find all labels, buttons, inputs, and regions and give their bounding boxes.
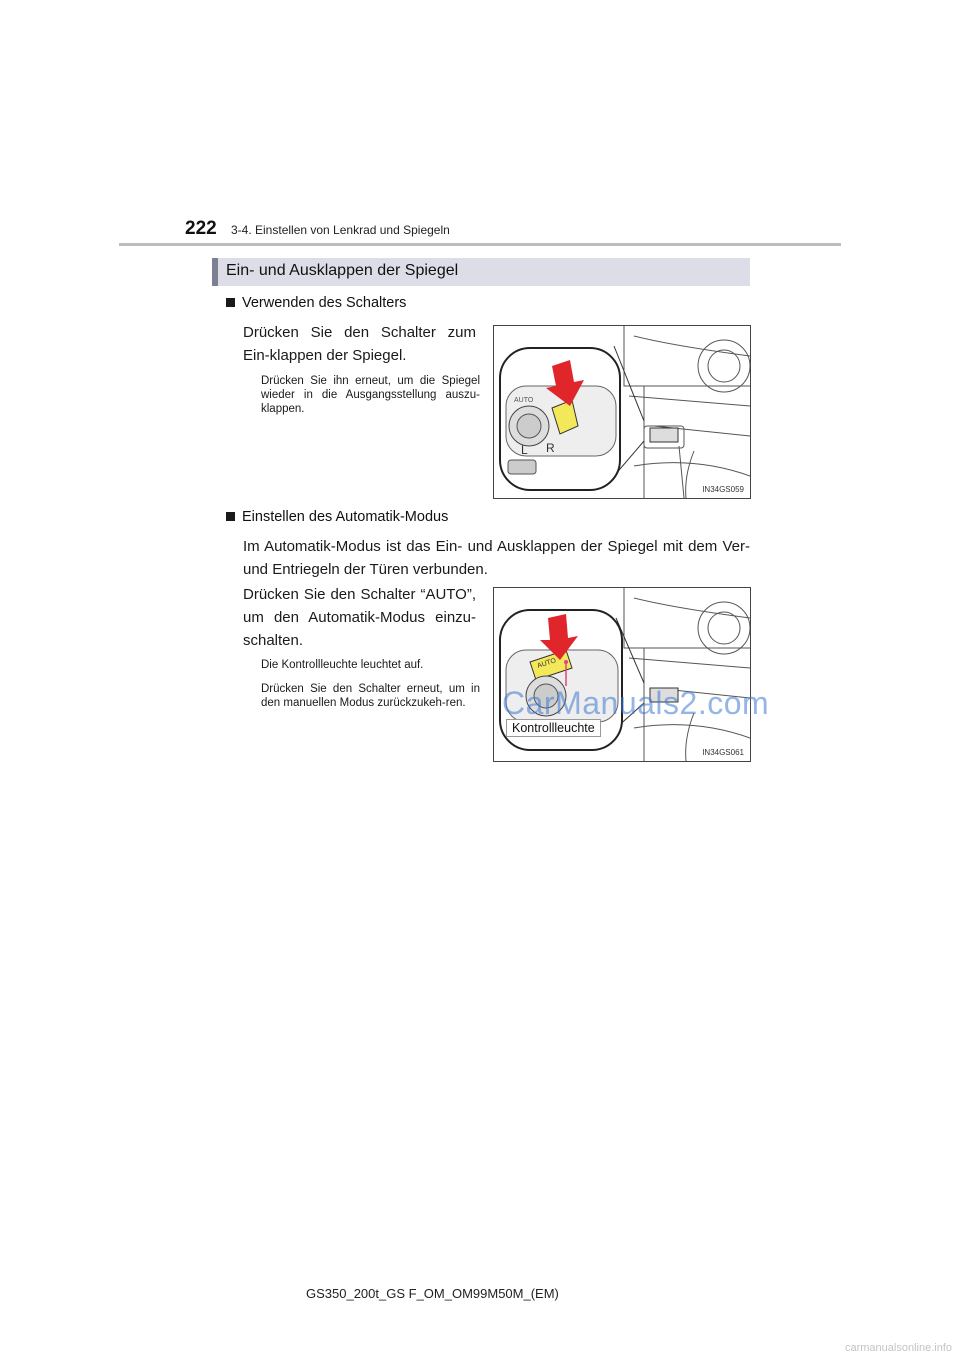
- figure-auto-switch: [493, 587, 751, 762]
- chapter-title: 3-4. Einstellen von Lenkrad und Spiegeln: [231, 223, 450, 237]
- subheading-switch-use: [226, 295, 406, 311]
- subheading-switch-use-label: Verwenden des Schalters: [242, 295, 407, 311]
- auto-mode-note-1: Die Kontrollleuchte leuchtet auf.: [261, 659, 424, 671]
- callout-indicator-light: Kontrollleuchte: [506, 719, 601, 737]
- footer-model-code: GS350_200t_GS F_OM_OM99M50M_(EM): [306, 1286, 559, 1301]
- section-title: Ein- und Ausklappen der Spiegel: [226, 262, 459, 279]
- square-bullet-icon: [226, 512, 235, 521]
- square-bullet-icon: [226, 298, 235, 307]
- carmanuals-watermark: CarManuals2.com: [502, 685, 770, 721]
- switch-use-text: Drücken Sie den Schalter zum Ein-klappen der Spiegel.: [243, 324, 476, 364]
- figure-code: IN34GS059: [702, 485, 744, 494]
- svg-text:AUTO: AUTO: [514, 397, 534, 404]
- auto-mode-note-2: Drücken Sie den Schalter erneut, um in den manuellen Modus zurückzukeh-ren.: [261, 683, 480, 709]
- indicator-light-dot: [564, 660, 568, 664]
- figure-fold-switch: [493, 325, 751, 499]
- svg-text:R: R: [546, 441, 555, 455]
- auto-mode-text: Drücken Sie den Schalter “AUTO”, um den Automatik-Modus einzu-schalten.: [243, 586, 476, 649]
- auto-switch-label: AUTO: [536, 657, 558, 670]
- figure-code: IN34GS061: [702, 748, 744, 757]
- svg-text:L: L: [521, 443, 528, 457]
- switch-use-note: Drücken Sie ihn erneut, um die Spiegel wieder in die Ausgangsstellung auszu-klappen.: [261, 375, 480, 415]
- section-heading-bar: [212, 258, 750, 286]
- fold-switch-illustration: [494, 326, 750, 498]
- bottom-watermark: carmanualsonline.info: [844, 1342, 952, 1354]
- subheading-auto-mode: [226, 509, 448, 525]
- page-number: 222: [185, 218, 217, 239]
- header-rule: [119, 243, 841, 246]
- auto-mode-intro: Im Automatik-Modus ist das Ein- und Ausklappen der Spiegel mit dem Ver-und Entriegeln der Türen verbunden.: [243, 538, 750, 578]
- subheading-auto-mode-label: Einstellen des Automatik-Modus: [242, 509, 449, 525]
